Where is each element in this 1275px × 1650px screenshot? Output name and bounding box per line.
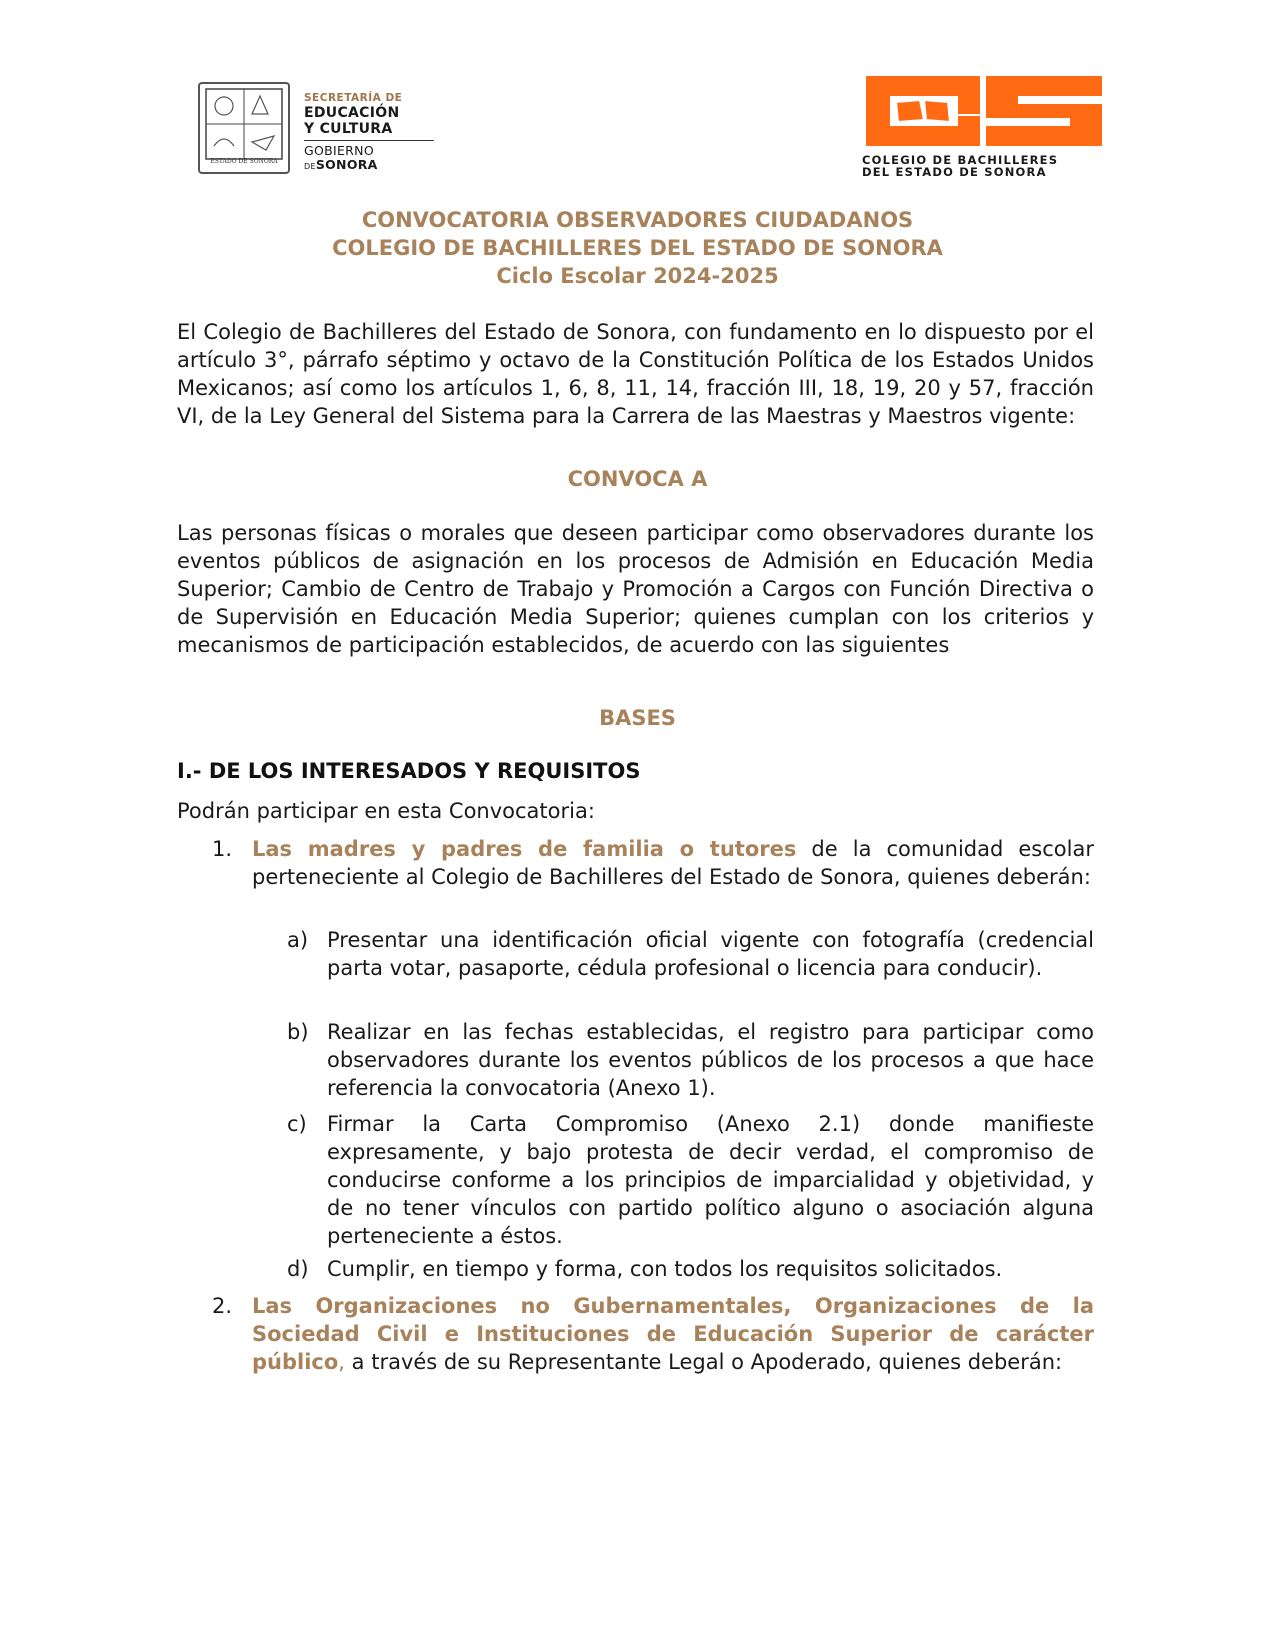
item2-highlight: Las Organizaciones no Gubernamentales, Organizaciones de la Sociedad Civil e Instituciones de Educación Superior de carácter público — [252, 1294, 1094, 1374]
item1-number: 1. — [212, 837, 233, 861]
item2-comma: , — [338, 1350, 345, 1374]
item2-number: 2. — [212, 1294, 233, 1318]
convoca-paragraph: Las personas físicas o morales que deseen participar como observadores durante los eventos públicos de asignación en los procesos de Admisión en Educación Media Superior; Cambio de Centro de Trabajo y Promoción a Cargos con Función Directiva o de Supervisión en Educación Media Superior; quienes cumplan con los criterios y mecanismos de participación establecidos, de acuerdo con las siguientes — [177, 521, 1094, 657]
educacion-label: EDUCACIÓN — [304, 105, 400, 121]
subitem-a: a) Presentar una identificación oficial vigente con fotografía (credencial parta votar, pasaporte, cédula profesional o licencia para conducir). — [287, 928, 1094, 980]
title-line3: Ciclo Escolar 2024-2025 — [496, 264, 779, 288]
de-label: DE — [304, 162, 316, 171]
convoca-heading: CONVOCA A — [567, 467, 708, 491]
subitem-a-text: Presentar una identificación oficial vigente con fotografía (credencial parta votar, pasaporte, cédula profesional o licencia para conducir). — [327, 928, 1094, 980]
subitem-b-text: Realizar en las fechas establecidas, el registro para participar como observadores durante los eventos públicos de los procesos a que hace referencia la convocatoria (Anexo 1). — [327, 1020, 1094, 1100]
section1-heading: I.- DE LOS INTERESADOS Y REQUISITOS — [177, 759, 641, 783]
list-item-1 — [212, 835, 1094, 891]
cobach-logo — [862, 70, 1107, 182]
item1-highlight: Las madres y padres de familia o tutores — [252, 837, 797, 861]
subitem-d: d) Cumplir, en tiempo y forma, con todos los requisitos solicitados. — [287, 1255, 1094, 1283]
cultura-label: Y CULTURA — [304, 121, 393, 137]
list-item-2 — [212, 1292, 1094, 1376]
gobierno-label: GOBIERNO — [304, 143, 374, 158]
subitem-c-text: Firmar la Carta Compromiso (Anexo 2.1) donde manifieste expresamente, y bajo protesta de decir verdad, el compromiso de conducirse conforme a los principios de imparcialidad y objetividad, y de no tener vínculos con partido político alguno o asociación alguna perteneciente a éstos. — [327, 1112, 1094, 1248]
subitem-b: b) Realizar en las fechas establecidas, el registro para participar como observadores durante los eventos públicos de los procesos a que hace referencia la convocatoria (Anexo 1). — [287, 1020, 1094, 1100]
subitem-c: c) Firmar la Carta Compromiso (Anexo 2.1) donde manifieste expresamente, y bajo protesta de decir verdad, el compromiso de conducirse conforme a los principios de imparcialidad y objetividad, y de no tener vínculos con partido político alguno o asociación alguna perteneciente a éstos. — [287, 1112, 1094, 1248]
sonora-shield-icon — [198, 82, 290, 174]
bases-heading: BASES — [599, 706, 676, 730]
subitem-d-text: Cumplir, en tiempo y forma, con todos los requisitos solicitados. — [327, 1257, 1003, 1281]
secretaria-label: SECRETARÍA DE — [304, 92, 403, 104]
item2-text: a través de su Representante Legal o Apoderado, quienes deberán: — [344, 1350, 1063, 1374]
logo-divider — [304, 140, 434, 141]
cobach-line1: COLEGIO DE BACHILLERES — [862, 153, 1059, 167]
shield-caption: ESTADO DE SONORA — [210, 158, 278, 165]
intro-paragraph: El Colegio de Bachilleres del Estado de Sonora, con fundamento en lo dispuesto por el artículo 3°, párrafo séptimo y octavo de la Constitución Política de los Estados Unidos Mexicanos; así como los artículos 1, 6, 8, 11, 14, fracción III, 18, 19, 20 y 57, fracción VI, de la Ley General del Sistema para la Carrera de las Maestras y Maestros vigente: — [177, 320, 1094, 428]
item1-text: de la comunidad escolar perteneciente al Colegio de Bachilleres del Estado de Sonora, quienes deberán: — [252, 837, 1094, 889]
title-line1: CONVOCATORIA OBSERVADORES CIUDADANOS — [361, 208, 914, 232]
title-line2: COLEGIO DE BACHILLERES DEL ESTADO DE SONORA — [332, 236, 943, 260]
cobach-line2: DEL ESTADO DE SONORA — [862, 165, 1047, 179]
cobach-emblem-icon — [862, 70, 1107, 150]
sonora-label: DESONORA — [304, 157, 378, 172]
sec-educacion-logo — [198, 82, 438, 176]
section1-lead: Podrán participar en esta Convocatoria: — [177, 799, 595, 823]
document-title — [0, 206, 1275, 290]
